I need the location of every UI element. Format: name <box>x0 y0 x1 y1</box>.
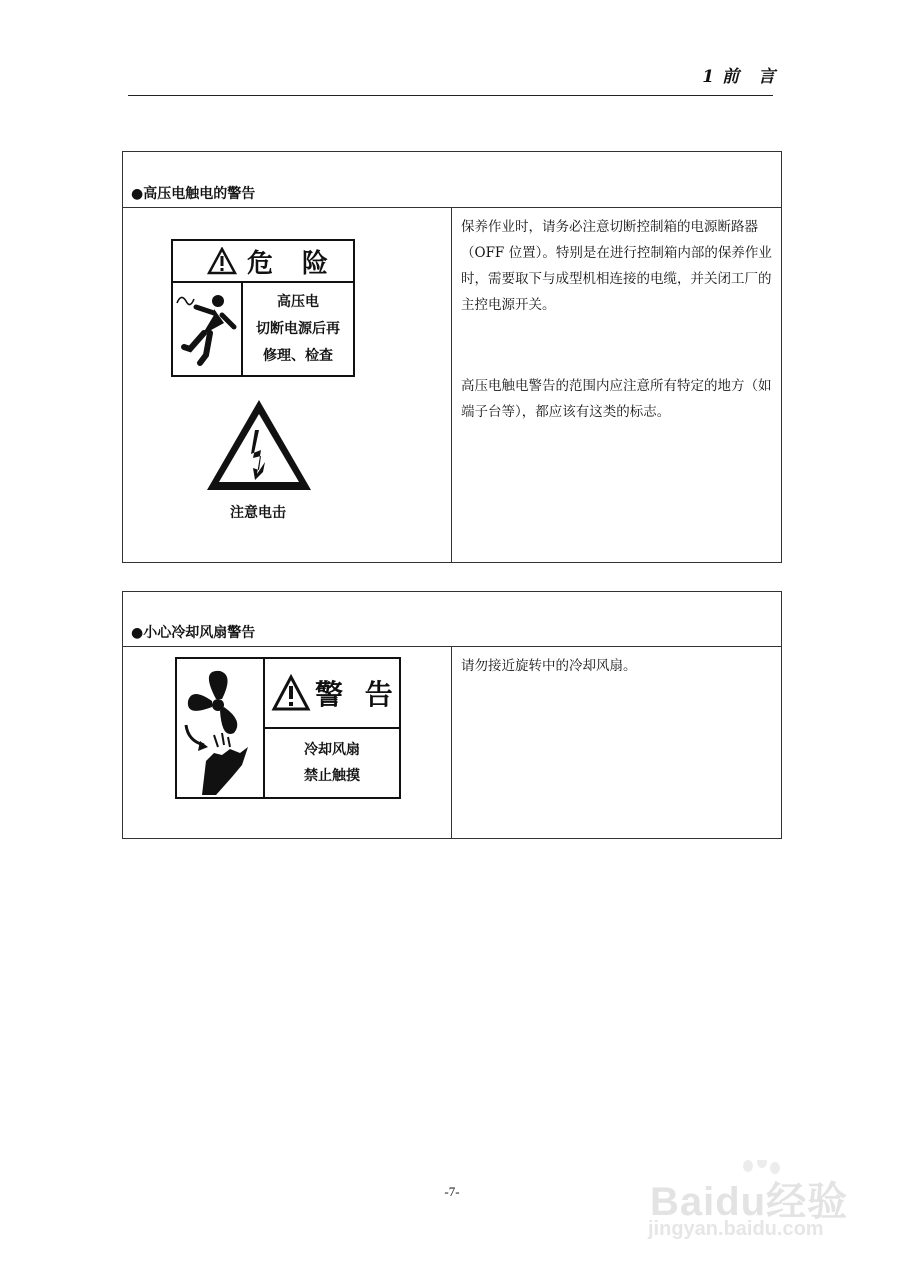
section-header <box>123 152 781 208</box>
watermark-main: Baidu经验 <box>650 1180 849 1224</box>
header-rule <box>128 95 773 96</box>
sign-line: 修理、检查 <box>263 347 333 364</box>
warning-label: 警 告 <box>315 678 399 711</box>
description-column <box>452 208 781 562</box>
watermark-sub: jingyan.baidu.com <box>648 1218 824 1240</box>
section-title: ●高压电触电的警告 <box>131 186 256 202</box>
page-header-title: 1 前 言 <box>702 67 776 87</box>
page-number: -7- <box>444 1184 460 1199</box>
section-cooling-fan <box>122 591 782 839</box>
high-voltage-caption: 注意电击 <box>230 505 286 521</box>
section-title: ●小心冷却风扇警告 <box>131 625 256 641</box>
sign-line: 切断电源后再 <box>256 320 340 337</box>
sign-line: 禁止触摸 <box>304 768 360 784</box>
sign-column <box>123 647 452 838</box>
sign-line: 冷却风扇 <box>304 742 360 758</box>
section-high-voltage <box>122 151 782 563</box>
warning-triangle-icon <box>271 674 311 712</box>
high-voltage-icon <box>203 396 315 496</box>
sign-column <box>123 208 452 562</box>
fan-hand-icon <box>178 661 262 797</box>
paragraph: 请勿接近旋转中的冷却风扇。 <box>461 658 637 674</box>
warning-sign <box>175 657 401 799</box>
description-column <box>452 647 781 838</box>
sign-line: 高压电 <box>277 293 319 310</box>
danger-sign <box>171 239 355 377</box>
paragraph: 保养作业时，请务必注意切断控制箱的电源断路器（OFF 位置）。特别是在进行控制箱内部的保养作业时，需要取下与成型机相连接的电缆，并关闭工厂的主控电源开关。 <box>461 219 772 313</box>
section-header <box>123 592 781 647</box>
danger-label: 危 险 <box>247 248 339 279</box>
electrocution-icon <box>174 285 240 373</box>
warning-triangle-icon <box>207 247 237 275</box>
paragraph: 高压电触电警告的范围内应注意所有特定的地方（如端子台等），都应该有这类的标志。 <box>461 378 772 420</box>
